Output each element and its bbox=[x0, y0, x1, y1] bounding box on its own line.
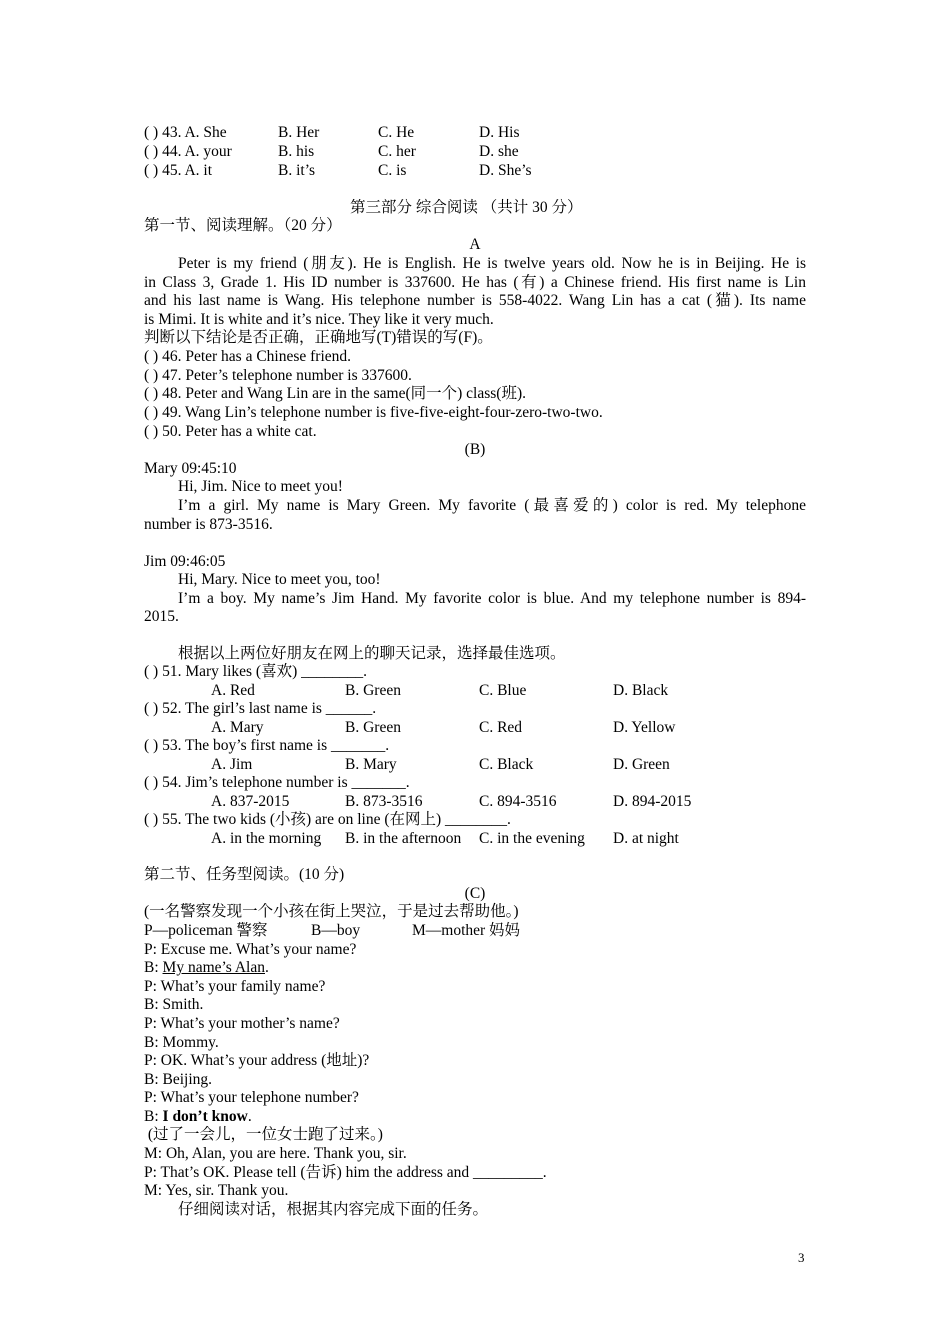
mary-line-2: I’m a girl. My name is Mary Green. My favorite (最喜爱的) color is red. My telephone bbox=[178, 497, 806, 514]
q53-option-d: D. Green bbox=[613, 756, 670, 773]
part3-title: 第三部分 综合阅读 （共计 30 分） bbox=[350, 199, 583, 216]
jim-line-1: Hi, Mary. Nice to meet you, too! bbox=[178, 571, 381, 588]
passage-a-line-3: and his last name is Wang. His telephone number is 558-4022. Wang Lin has a cat (猫). Its name bbox=[144, 292, 806, 309]
mary-line-3: number is 873-3516. bbox=[144, 516, 273, 533]
question-51: ( ) 51. Mary likes (喜欢) ________. bbox=[144, 663, 367, 680]
dialogue-line-1: P: Excuse me. What’s your name? bbox=[144, 941, 357, 958]
q53-option-a: A. Jim bbox=[211, 756, 253, 773]
q45-option-b: B. it’s bbox=[278, 162, 316, 179]
passage-c-instruction: 仔细阅读对话，根据其内容完成下面的任务。 bbox=[178, 1201, 489, 1218]
q52-option-a: A. Mary bbox=[211, 719, 264, 736]
q44-option-a: ( ) 44. A. your bbox=[144, 143, 232, 160]
jim-header: Jim 09:46:05 bbox=[144, 553, 226, 570]
dialogue-line-5: P: What’s your mother’s name? bbox=[144, 1015, 340, 1032]
passage-a-line-2: in Class 3, Grade 1. His ID number is 337600. He has (有) a Chinese friend. His first name is Lin bbox=[144, 274, 806, 291]
dialogue-line-9: P: What’s your telephone number? bbox=[144, 1089, 359, 1106]
q52-option-d: D. Yellow bbox=[613, 719, 676, 736]
q54-option-a: A. 837-2015 bbox=[211, 793, 290, 810]
jim-line-3: 2015. bbox=[144, 608, 179, 625]
q52-option-c: C. Red bbox=[479, 719, 523, 736]
q44-option-c: C. her bbox=[378, 143, 416, 160]
question-45 bbox=[144, 162, 532, 180]
mary-line-1: Hi, Jim. Nice to meet you! bbox=[178, 478, 343, 495]
passage-a-line-4: is Mimi. It is white and it’s nice. They like it very much. bbox=[144, 311, 494, 328]
q51-option-c: C. Blue bbox=[479, 682, 527, 699]
dialogue-line-13: P: That’s OK. Please tell (告诉) him the address and _________. bbox=[144, 1164, 547, 1181]
page-number: 3 bbox=[798, 1250, 805, 1265]
passage-b-instruction: 根据以上两位好朋友在网上的聊天记录，选择最佳选项。 bbox=[178, 645, 566, 662]
dialogue-line-4: B: Smith. bbox=[144, 996, 204, 1013]
question-43 bbox=[144, 124, 519, 142]
question-55-options bbox=[211, 830, 679, 848]
question-49: ( ) 49. Wang Lin’s telephone number is five-five-eight-four-zero-two-two. bbox=[144, 404, 603, 421]
q53-option-b: B. Mary bbox=[345, 756, 397, 773]
jim-line-2: I’m a boy. My name’s Jim Hand. My favorite color is blue. And my telephone number is 894- bbox=[178, 590, 806, 607]
dialogue-line-14: M: Yes, sir. Thank you. bbox=[144, 1182, 289, 1199]
question-48: ( ) 48. Peter and Wang Lin are in the same(同一个) class(班). bbox=[144, 385, 526, 402]
question-44 bbox=[144, 143, 519, 161]
q54-option-d: D. 894-2015 bbox=[613, 793, 692, 810]
q51-option-b: B. Green bbox=[345, 682, 401, 699]
mary-header: Mary 09:45:10 bbox=[144, 460, 237, 477]
passage-a-instruction: 判断以下结论是否正确，正确地写(T)错误的写(F)。 bbox=[144, 329, 493, 346]
passage-b-label: (B) bbox=[464, 441, 486, 458]
question-53-options bbox=[211, 756, 670, 774]
dialogue-line-12: M: Oh, Alan, you are here. Thank you, sir. bbox=[144, 1145, 407, 1162]
role-mother: M—mother 妈妈 bbox=[412, 922, 521, 939]
role-boy: B—boy bbox=[311, 922, 361, 939]
q54-option-c: C. 894-3516 bbox=[479, 793, 557, 810]
q45-option-c: C. is bbox=[378, 162, 407, 179]
dialogue-line-7: P: OK. What’s your address (地址)? bbox=[144, 1052, 370, 1069]
q53-option-c: C. Black bbox=[479, 756, 534, 773]
question-52: ( ) 52. The girl’s last name is ______. bbox=[144, 700, 377, 717]
question-54: ( ) 54. Jim’s telephone number is _______. bbox=[144, 774, 410, 791]
dialogue-line-2: B: My name’s Alan. bbox=[144, 959, 269, 976]
q55-option-a: A. in the morning bbox=[211, 830, 322, 847]
role-policeman: P—policeman 警察 bbox=[144, 922, 268, 939]
q45-option-d: D. She’s bbox=[479, 162, 532, 179]
section1-title: 第一节、阅读理解。（20 分） bbox=[144, 217, 342, 234]
q55-option-d: D. at night bbox=[613, 830, 679, 847]
question-55: ( ) 55. The two kids (小孩) are on line (在网上) ________. bbox=[144, 811, 511, 828]
q55-option-b: B. in the afternoon bbox=[345, 830, 462, 847]
question-51-options bbox=[211, 682, 668, 700]
question-53: ( ) 53. The boy’s first name is _______. bbox=[144, 737, 390, 754]
q43-option-c: C. He bbox=[378, 124, 415, 141]
q43-option-a: ( ) 43. A. She bbox=[144, 124, 227, 141]
bold-answer: I don’t know bbox=[162, 1108, 248, 1125]
question-54-options bbox=[211, 793, 691, 811]
q54-option-b: B. 873-3516 bbox=[345, 793, 423, 810]
passage-a-label: A bbox=[469, 236, 481, 253]
underlined-answer: My name’s Alan bbox=[162, 959, 265, 976]
question-52-options bbox=[211, 719, 675, 737]
passage-c-intro: (一名警察发现一个小孩在街上哭泣，于是过去帮助他。) bbox=[144, 903, 519, 920]
dialogue-line-10: B: I don’t know. bbox=[144, 1108, 252, 1125]
question-47: ( ) 47. Peter’s telephone number is 337600. bbox=[144, 367, 412, 384]
dialogue-line-8: B: Beijing. bbox=[144, 1071, 213, 1088]
q51-option-a: A. Red bbox=[211, 682, 255, 699]
q44-option-b: B. his bbox=[278, 143, 315, 160]
passage-a-line-1: Peter is my friend (朋友). He is English. He is twelve years old. Now he is in Beijing. He is bbox=[178, 255, 806, 272]
question-46: ( ) 46. Peter has a Chinese friend. bbox=[144, 348, 352, 365]
q43-option-b: B. Her bbox=[278, 124, 320, 141]
question-50: ( ) 50. Peter has a white cat. bbox=[144, 423, 317, 440]
dialogue-line-11: (过了一会儿，一位女士跑了过来。) bbox=[144, 1126, 383, 1143]
passage-c-roles bbox=[144, 922, 520, 940]
q51-option-d: D. Black bbox=[613, 682, 669, 699]
q44-option-d: D. she bbox=[479, 143, 519, 160]
dialogue-line-6: B: Mommy. bbox=[144, 1034, 219, 1051]
q52-option-b: B. Green bbox=[345, 719, 401, 736]
passage-c-label: (C) bbox=[464, 885, 486, 902]
dialogue-line-3: P: What’s your family name? bbox=[144, 978, 326, 995]
section2-title: 第二节、任务型阅读。(10 分) bbox=[144, 866, 345, 883]
q55-option-c: C. in the evening bbox=[479, 830, 585, 847]
q43-option-d: D. His bbox=[479, 124, 520, 141]
q45-option-a: ( ) 45. A. it bbox=[144, 162, 213, 179]
